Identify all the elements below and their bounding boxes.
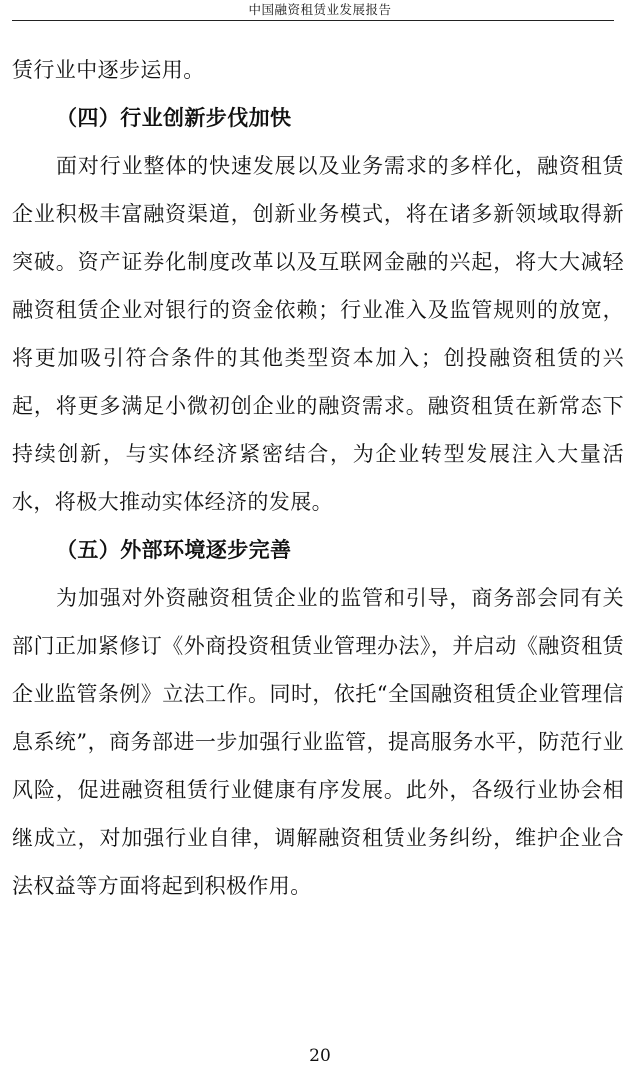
section-four [12, 94, 624, 526]
page-body [12, 46, 624, 910]
section-five-heading: （五）外部环境逐步完善 [56, 538, 292, 562]
header-title: 中国融资租赁业发展报告 [248, 2, 392, 17]
section-four-heading: （四）行业创新步伐加快 [56, 106, 292, 130]
section-five-paragraph: 为加强对外资融资租赁企业的监管和引导，商务部会同有关部门正加紧修订《外商投资租赁业管理办法》，并启动《融资租赁企业监管条例》立法工作。同时，依托“全国融资租赁企业管理信息系统”，商务部进一步加强行业监管，提高服务水平，防范行业风险，促进融资租赁行业健康有序发展。此外，各级行业协会相继成立，对加强行业自律，调解融资租赁业务纠纷，维护企业合法权益等方面将起到积极作用。 [12, 586, 624, 898]
header-rule [12, 20, 614, 21]
continuation-text: 赁行业中逐步运用。 [12, 58, 205, 82]
page-header [0, 0, 640, 22]
section-five [12, 526, 624, 910]
page-number: 20 [309, 1046, 331, 1066]
section-four-paragraph: 面对行业整体的快速发展以及业务需求的多样化，融资租赁企业积极丰富融资渠道，创新业务模式，将在诸多新领域取得新突破。资产证券化制度改革以及互联网金融的兴起，将大大减轻融资租赁企业对银行的资金依赖；行业准入及监管规则的放宽，将更加吸引符合条件的其他类型资本加入；创投融资租赁的兴起，将更多满足小微初创企业的融资需求。融资租赁在新常态下持续创新，与实体经济紧密结合，为企业转型发展注入大量活水，将极大推动实体经济的发展。 [12, 154, 624, 514]
